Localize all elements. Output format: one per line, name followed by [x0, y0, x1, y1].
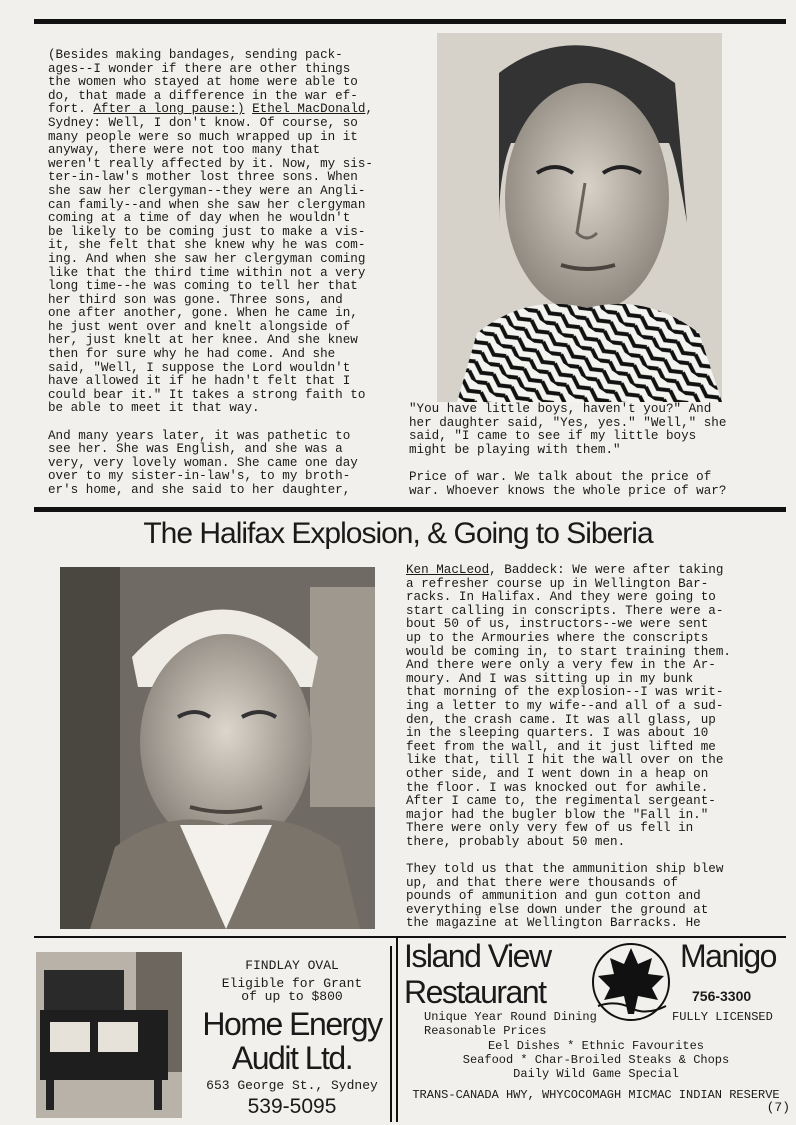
article2-headline: The Halifax Explosion, & Going to Siberia: [143, 517, 653, 550]
ad-energy-grant-line2: of up to $800: [241, 989, 343, 1004]
article2-column: [406, 564, 796, 931]
ad-restaurant-location: TRANS-CANADA HWY, WHYCOCOMAGH MICMAC INDIAN RESERVE: [412, 1088, 780, 1102]
ad-energy-name-line1: Home Energy: [202, 1006, 382, 1042]
ad-energy-phone: 539-5095: [247, 1095, 337, 1118]
ad-restaurant-licensed: FULLY LICENSED: [672, 1010, 773, 1024]
article1-paragraph-2: And many years later, it was pathetic to see her. She was English, and she was a very, very lovely woman. She came one day over to my sister-in-law's, to my broth- er's home, and she said to her daughter,: [48, 428, 358, 497]
article1-pause-note: After a long pause:): [93, 102, 245, 117]
article1-column-left: [48, 49, 398, 498]
ad-restaurant-name-line2: Restaurant: [404, 974, 546, 1010]
article1-column-right: [409, 403, 789, 498]
ads-divider: [390, 946, 392, 1122]
portrait-photo-man: [60, 567, 375, 929]
ads-divider-2: [396, 936, 398, 1122]
page-number: (7): [766, 1100, 790, 1115]
stove-photo: [36, 952, 182, 1118]
ad-restaurant-line2: Reasonable Prices: [424, 1024, 547, 1038]
top-rule: [34, 19, 786, 24]
ad-home-energy: [34, 946, 390, 1122]
ad-restaurant-line5: Daily Wild Game Special: [513, 1067, 679, 1081]
article2-paragraph-1: , Baddeck: We were after taking a refresher course up in Wellington Bar- racks. In Halifax. And they were going to start calling in conscripts. There were a- bout 50 of us, instructors--we were sent up to the Armouries where the conscripts would be coming in, to start training them. And there were only a very few in the Ar- moury. And I was sitting up in my bunk that morning of the explosion--I was writ- ing a letter to my wife--and all of a sud- den, the crash came. It was all glass, up in the sleeping quarters. I was about 10 feet from the wall, and it just lifted me like that, till I hit the wall over on the other side, and I went down in a heap on the floor. I was knocked out for awhile. After I came to, the regimental sergeant- major had the bugler blow the "Fall in." There were only very few of us fell in there, probably about 50 men.: [406, 563, 731, 849]
ad-restaurant-name-line1: Island View: [404, 938, 551, 974]
ad-energy-grant-line1: Eligible for Grant: [221, 976, 363, 991]
article1-paragraph-4: Price of war. We talk about the price of war. Whoever knows the whole price of war?: [409, 469, 727, 498]
section-rule: [34, 507, 786, 512]
article1-paragraph-3: "You have little boys, haven't you?" And her daughter said, "Yes, yes." "Well," she said, "I came to see if my little boys might be playing with them.": [409, 402, 727, 457]
man-portrait-image: [60, 567, 375, 929]
ad-restaurant-line3: Eel Dishes * Ethnic Favourites: [487, 1039, 705, 1053]
portrait-photo-woman: [437, 33, 722, 402]
woman-portrait-image: [437, 33, 722, 402]
ad-restaurant: [400, 938, 792, 1122]
article2-speaker-name: Ken MacLeod: [406, 563, 490, 577]
ad-energy-address: 653 George St., Sydney: [206, 1078, 378, 1093]
ad-restaurant-line1: Unique Year Round Dining: [424, 1010, 597, 1024]
ad-restaurant-phone: 756-3300: [692, 988, 752, 1004]
stove-image: [36, 952, 182, 1118]
ad-energy-name-line2: Audit Ltd.: [231, 1040, 353, 1076]
ad-restaurant-brand: Manigo: [680, 938, 776, 974]
article1-speaker-name: Ethel MacDonald: [252, 102, 366, 117]
article1-paragraph-1: , Sydney: Well, I don't know. Of course, so many people were so much wrapped up in it anyway, there were not too many that weren't really affected by it. Now, my sis- ter-in-law's mother lost three sons. When she saw her clergyman--they were an Angli- can family--and when she saw her clergyman coming at a time of day when he wouldn't be likely to be coming just to make a vis- it, she felt that she knew why he was com- ing. And when she saw her clergyman coming like that the third time within not a very long time--he was coming to tell her that her third son was gone. Three sons, and one after another, gone. When he came in, he just went over and knelt alongside of her, just knelt at her knee. And she knew then for sure why he had come. And she said, "Well, I suppose the Lord wouldn't have allowed it if he hadn't felt that I could bear it." It takes a strong faith to be able to meet it that way.: [48, 102, 374, 416]
article2-paragraph-2: They told us that the ammunition ship blew up, and that there were thousands of pounds of ammunition and gun cotton and everything else down under the ground at the magazine at Wellington Barracks. He: [406, 862, 724, 931]
ad-energy-model: FINDLAY OVAL: [245, 958, 339, 973]
ad-restaurant-line4: Seafood * Char-Broiled Steaks & Chops: [462, 1053, 730, 1067]
article1-intro: (Besides making bandages, sending pack- ages--I wonder if there are other things the women who stayed at home were able to do, that made a difference in the war ef- fort.: [48, 48, 358, 117]
